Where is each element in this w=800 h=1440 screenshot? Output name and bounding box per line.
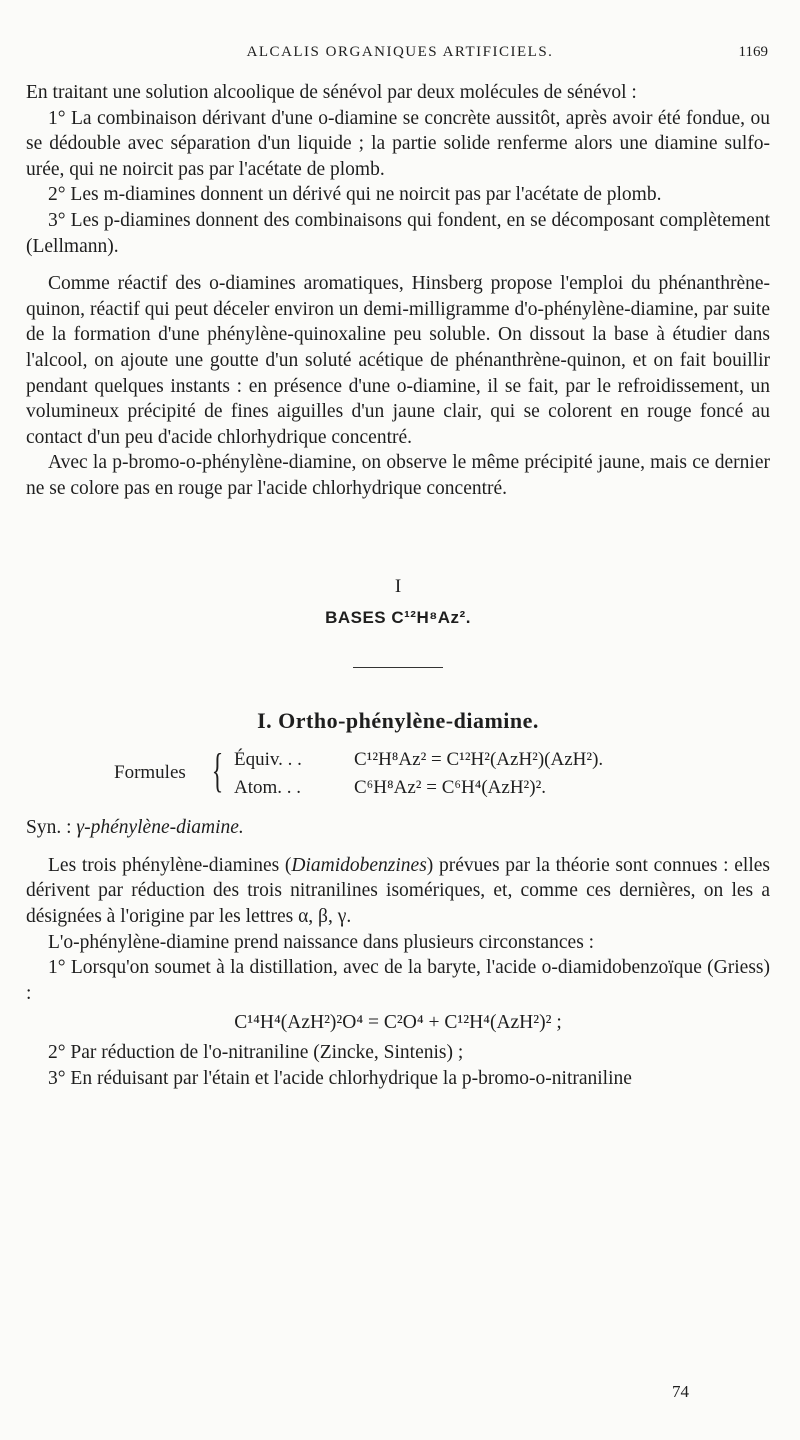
intro-item-1: 1° La combinaison dérivant d'une o-diamine se concrète aussitôt, après avoir été fondue, ou se dédouble avec séparation d'un liquide ; la partie solide renferme alors une diamine sulfo-urée, qui ne noircit pas par l'acétate de plomb. [26,107,770,180]
formula-atom-key: Atom. . . [234,777,302,799]
chapter-paragraph-1-a: Les trois phénylène-diamines ( [48,854,292,876]
intro-item-3: 3° Les p-diamines donnent des combinaisons qui fondent, en se décomposant complètement (Lellmann). [26,209,770,257]
page-number: 1169 [738,44,768,60]
reagent-paragraph: Comme réactif des o-diamines aromatiques, Hinsberg propose l'emploi du phénanthrène-quinon, réactif qui peut déceler environ un demi-milligramme d'o-phénylène-diamine, par suite de la formation d'une phénylène-quinoxaline peu soluble. On dissout la base à étudier dans l'alcool, on ajoute une goutte d'un soluté acétique de phénanthrène-quinon, et on fait bouillir pendant quelques instants : en présence d'une o-diamine, il se fait, par le refroidissement, un volumineux précipité de fines aiguilles d'un jaune clair, qui se colorent en rouge foncé au contact d'un peu d'acide chlorhydrique concentré. [26,273,770,448]
brace-glyph: { [211,744,224,798]
section-numeral: I [394,575,402,597]
chapter-paragraph-1-b: ) prévues par la théorie sont connues : elles dérivent par réduction des trois nitranilines isomériques, et, comme ces dernières, on les a désignées à l'origine par les lettres α, β, γ. [26,854,770,928]
chapter-heading: I. Ortho-phénylène-diamine. [257,707,539,733]
intro-paragraph: En traitant une solution alcoolique de sénévol par deux molécules de sénévol : [26,82,637,103]
formula-equiv [234,747,603,773]
chapter-item-3: 3° En réduisant par l'étain et l'acide chlorhydrique la p-bromo-o-nitraniline [48,1067,632,1089]
section-divider [353,667,443,668]
chapter-item-1: 1° Lorsqu'on soumet à la distillation, avec de la baryte, l'acide o-diamidobenzoïque (Griess) : [26,957,770,1004]
chapter-paragraph-1-italic: Diamidobenzines [291,854,427,876]
chapter-paragraph-2: L'o-phénylène-diamine prend naissance dans plusieurs circonstances : [48,931,595,953]
formula-equiv-key: Équiv. . . [234,749,302,771]
reagent-paragraph-2: Avec la p-bromo-o-phénylène-diamine, on observe le même précipité jaune, mais ce dernier ne se colore pas en rouge par l'acide chlorhydrique concentré. [26,452,770,499]
chemical-equation: C¹⁴H⁴(AzH²)²O⁴ = C²O⁴ + C¹²H⁴(AzH²)² ; [234,1012,562,1034]
formula-atom [234,775,546,801]
formula-block [26,745,770,801]
formula-label: Formules [114,762,186,784]
synonym-prefix: Syn. : [26,817,77,839]
running-title: ALCALIS ORGANIQUES ARTIFICIELS. [246,44,554,60]
chapter-item-2: 2° Par réduction de l'o-nitraniline (Zincke, Sintenis) ; [48,1042,464,1064]
section-title: BASES C¹²H⁸Az². [325,608,471,628]
formula-atom-value: C⁶H⁸Az² = C⁶H⁴(AzH²)². [354,777,547,799]
page-body [26,80,770,1091]
signature-mark: 74 [672,1382,689,1401]
synonym-name: γ-phénylène-diamine. [76,817,244,839]
formula-equiv-value: C¹²H⁸Az² = C¹²H²(AzH²)(AzH²). [354,749,604,771]
intro-item-2: 2° Les m-diamines donnent un dérivé qui ne noircit pas par l'acétate de plomb. [48,184,662,206]
chapter-paragraph-1 [26,853,770,930]
synonym-line [26,815,770,841]
running-head [0,44,800,74]
